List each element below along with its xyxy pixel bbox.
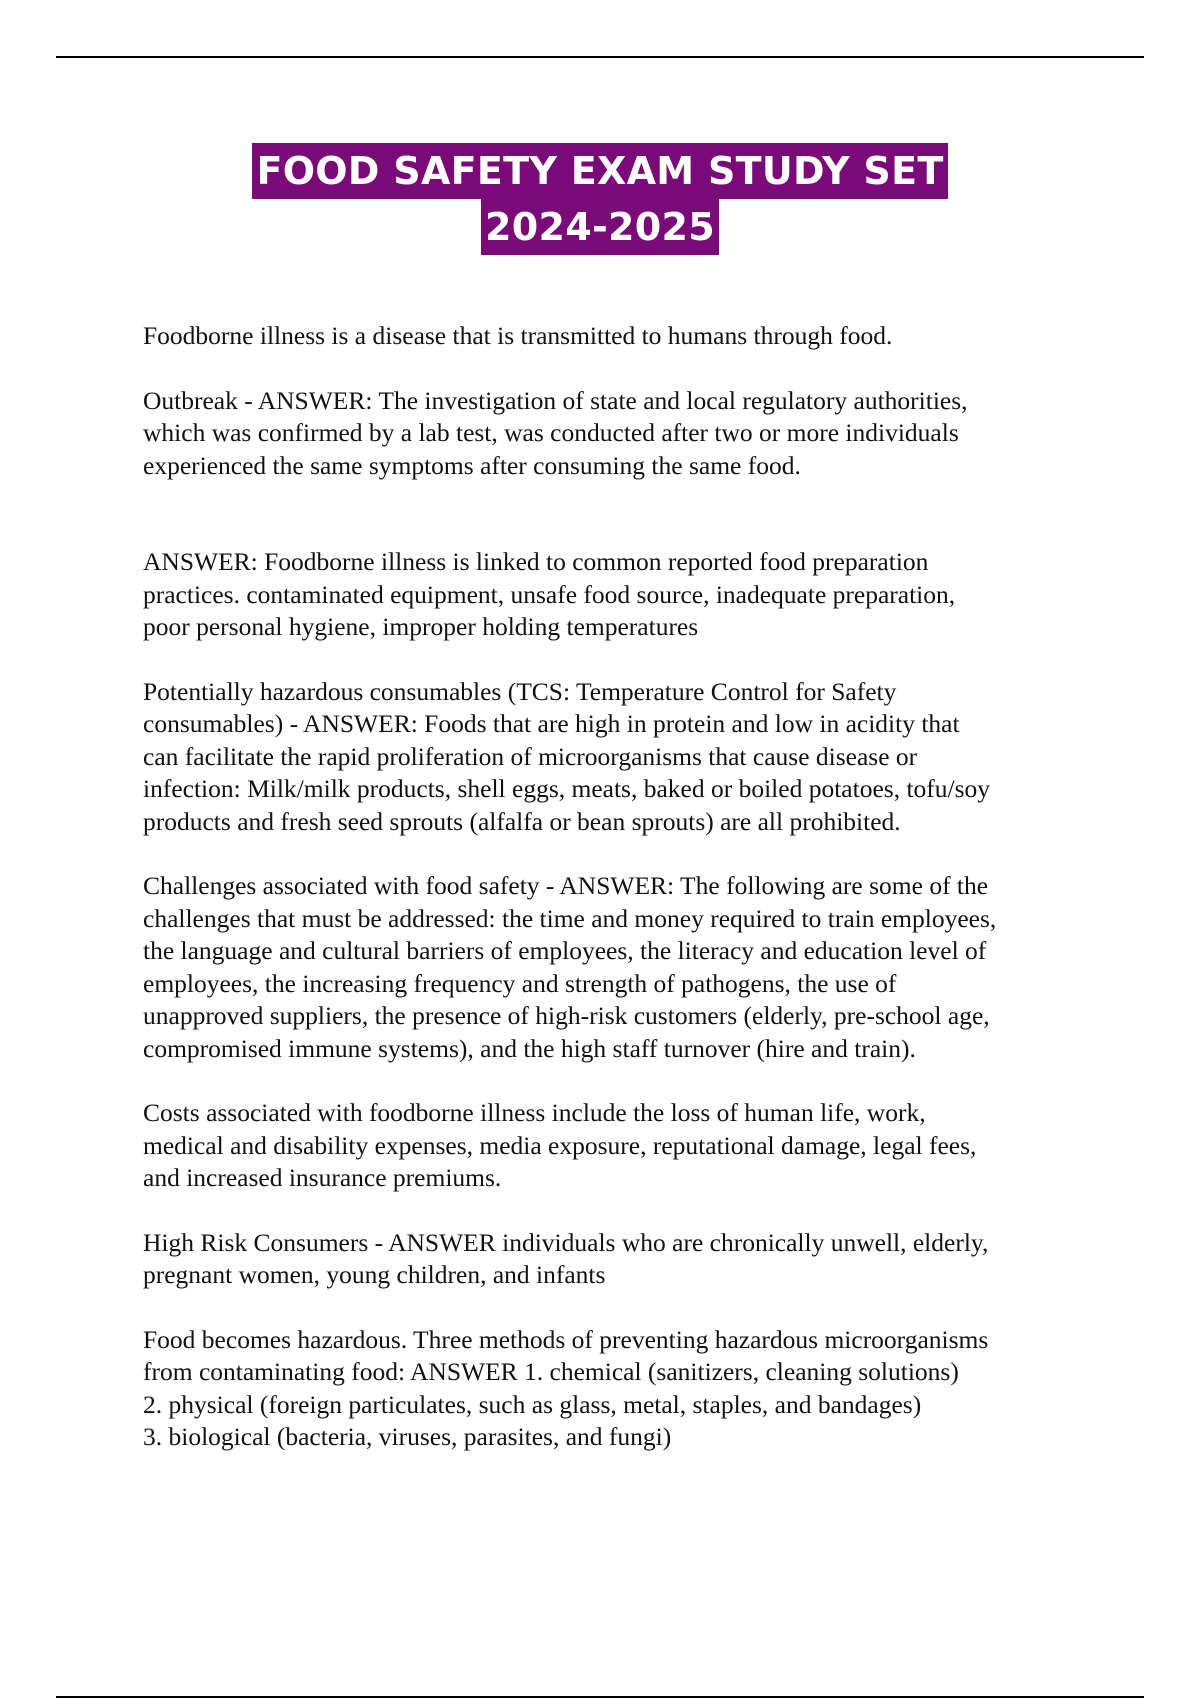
paragraph-high-risk-consumers	[143, 1227, 1093, 1292]
text-line: products and fresh seed sprouts (alfalfa or bean sprouts) are all prohibited.	[143, 806, 901, 836]
paragraph-hazard-methods	[143, 1324, 1093, 1454]
title-line-1: FOOD SAFETY EXAM STUDY SET	[252, 143, 947, 199]
top-rule	[56, 56, 1144, 58]
text-line: unapproved suppliers, the presence of high-risk customers (elderly, pre-school age,	[143, 1001, 990, 1030]
text-line: compromised immune systems), and the high staff turnover (hire and train).	[143, 1033, 916, 1063]
text-line: Foodborne illness is a disease that is transmitted to humans through food.	[143, 321, 893, 350]
document-title	[0, 143, 1200, 255]
paragraph-preparation-practices	[143, 546, 1093, 644]
text-line: ANSWER: Foodborne illness is linked to common reported food preparation	[143, 547, 929, 576]
text-line: 2. physical (foreign particulates, such as glass, metal, staples, and bandages)	[143, 1389, 922, 1419]
text-line: medical and disability expenses, media exposure, reputational damage, legal fees,	[143, 1130, 977, 1160]
text-line: infection: Milk/milk products, shell eggs, meats, baked or boiled potatoes, tofu/soy	[143, 774, 991, 803]
text-line: Costs associated with foodborne illness include the loss of human life, work,	[143, 1098, 926, 1127]
paragraph-tcs-foods	[143, 676, 1093, 839]
text-line: the language and cultural barriers of employees, the literacy and education level of	[143, 936, 987, 965]
paragraph-challenges	[143, 870, 1093, 1065]
bottom-rule	[56, 1696, 1144, 1698]
text-line: and increased insurance premiums.	[143, 1163, 502, 1192]
text-line: Challenges associated with food safety - ANSWER: The following are some of the	[143, 871, 989, 900]
paragraph-foodborne-definition	[143, 320, 1093, 353]
text-line: Potentially hazardous consumables (TCS: Temperature Control for Safety	[143, 676, 897, 706]
text-line: 3. biological (bacteria, viruses, parasites, and fungi)	[143, 1422, 672, 1451]
text-line: experienced the same symptoms after consuming the same food.	[143, 450, 801, 480]
text-line: which was confirmed by a lab test, was conducted after two or more individuals	[143, 418, 959, 447]
paragraph-costs	[143, 1097, 1093, 1195]
title-line-2: 2024-2025	[481, 199, 719, 255]
paragraph-outbreak	[143, 385, 1093, 483]
text-line: from contaminating food: ANSWER 1. chemical (sanitizers, cleaning solutions)	[143, 1357, 959, 1386]
text-line: practices. contaminated equipment, unsafe food source, inadequate preparation,	[143, 579, 956, 609]
text-line: challenges that must be addressed: the time and money required to train employees,	[143, 903, 997, 933]
text-line: can facilitate the rapid proliferation of microorganisms that cause disease or	[143, 741, 918, 771]
text-line: poor personal hygiene, improper holding temperatures	[143, 612, 699, 641]
text-line: consumables) - ANSWER: Foods that are high in protein and low in acidity that	[143, 709, 960, 738]
text-line: High Risk Consumers - ANSWER individuals who are chronically unwell, elderly,	[143, 1227, 989, 1257]
document-body	[143, 320, 1093, 1486]
text-line: Outbreak - ANSWER: The investigation of state and local regulatory authorities,	[143, 385, 968, 415]
text-line: Food becomes hazardous. Three methods of preventing hazardous microorganisms	[143, 1324, 989, 1354]
text-line: pregnant women, young children, and infants	[143, 1260, 606, 1289]
text-line: employees, the increasing frequency and strength of pathogens, the use of	[143, 968, 897, 998]
